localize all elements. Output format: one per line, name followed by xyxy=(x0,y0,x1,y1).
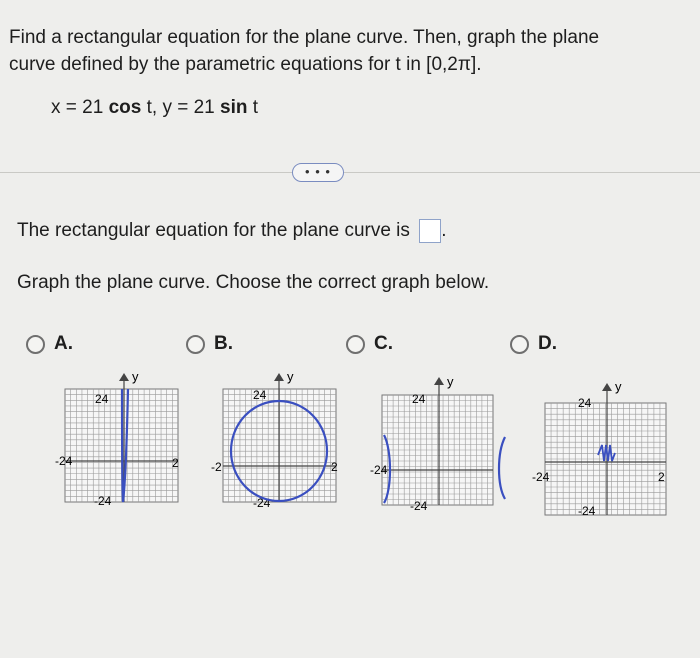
question-line-1: Find a rectangular equation for the plane curve. Then, graph the plane xyxy=(9,27,600,48)
graph-a-ybot: -24 xyxy=(94,494,112,508)
parametric-equations: x = 21 cos t, y = 21 sin t xyxy=(51,97,259,118)
option-b-radio[interactable] xyxy=(186,335,205,354)
graph-option-b[interactable] xyxy=(211,365,343,510)
graph-c-ybot: -24 xyxy=(410,499,428,513)
option-a-radio[interactable] xyxy=(26,335,45,354)
section-divider xyxy=(0,172,700,173)
graph-a-arrow xyxy=(119,373,129,381)
graph-c-grid xyxy=(382,395,493,505)
graph-d-ytop: 24 xyxy=(578,396,592,410)
graph-b-xleft: -2 xyxy=(211,460,222,474)
graph-c-arrow xyxy=(434,377,444,385)
graph-b-xright: 2 xyxy=(331,460,338,474)
rectangular-equation-prompt: The rectangular equation for the plane curve is . xyxy=(17,220,447,242)
option-b[interactable]: B. xyxy=(186,333,233,355)
graph-b-ybot: -24 xyxy=(253,496,271,510)
graph-d-xleft: -24 xyxy=(532,470,550,484)
graph-a-ytop: 24 xyxy=(95,392,109,406)
question-text xyxy=(9,24,689,78)
graph-d-ybot: -24 xyxy=(578,504,596,518)
graph-d-y-label: y xyxy=(615,379,622,394)
answer-input-box[interactable] xyxy=(419,219,441,243)
graph-c-y-label: y xyxy=(447,374,454,389)
option-c[interactable]: C. xyxy=(346,333,393,355)
graph-b-y-label: y xyxy=(287,369,294,384)
graph-d-grid xyxy=(545,403,666,515)
graph-prompt: Graph the plane curve. Choose the correct graph below. xyxy=(17,272,490,293)
graph-a-xright: 2 xyxy=(172,456,179,470)
option-a[interactable]: A. xyxy=(26,333,73,355)
graph-a-xleft: -24 xyxy=(55,454,73,468)
graph-c-curve-right xyxy=(499,437,505,499)
option-d[interactable]: D. xyxy=(510,333,557,355)
graph-option-d[interactable] xyxy=(532,365,672,518)
graph-d-arrow xyxy=(602,383,612,391)
graph-a-y-label: y xyxy=(132,369,139,384)
graph-d-xright: 2 xyxy=(658,470,665,484)
graph-option-a[interactable] xyxy=(55,365,185,508)
graph-option-c[interactable] xyxy=(370,365,510,513)
question-line-2: curve defined by the parametric equations for t in [0,2π]. xyxy=(9,54,482,75)
option-c-radio[interactable] xyxy=(346,335,365,354)
graph-b-ytop: 24 xyxy=(253,388,267,402)
option-d-radio[interactable] xyxy=(510,335,529,354)
more-button[interactable]: • • • xyxy=(292,163,344,182)
graph-c-ytop: 24 xyxy=(412,392,426,406)
graph-b-arrow xyxy=(274,373,284,381)
graph-c-xleft: -24 xyxy=(370,463,388,477)
